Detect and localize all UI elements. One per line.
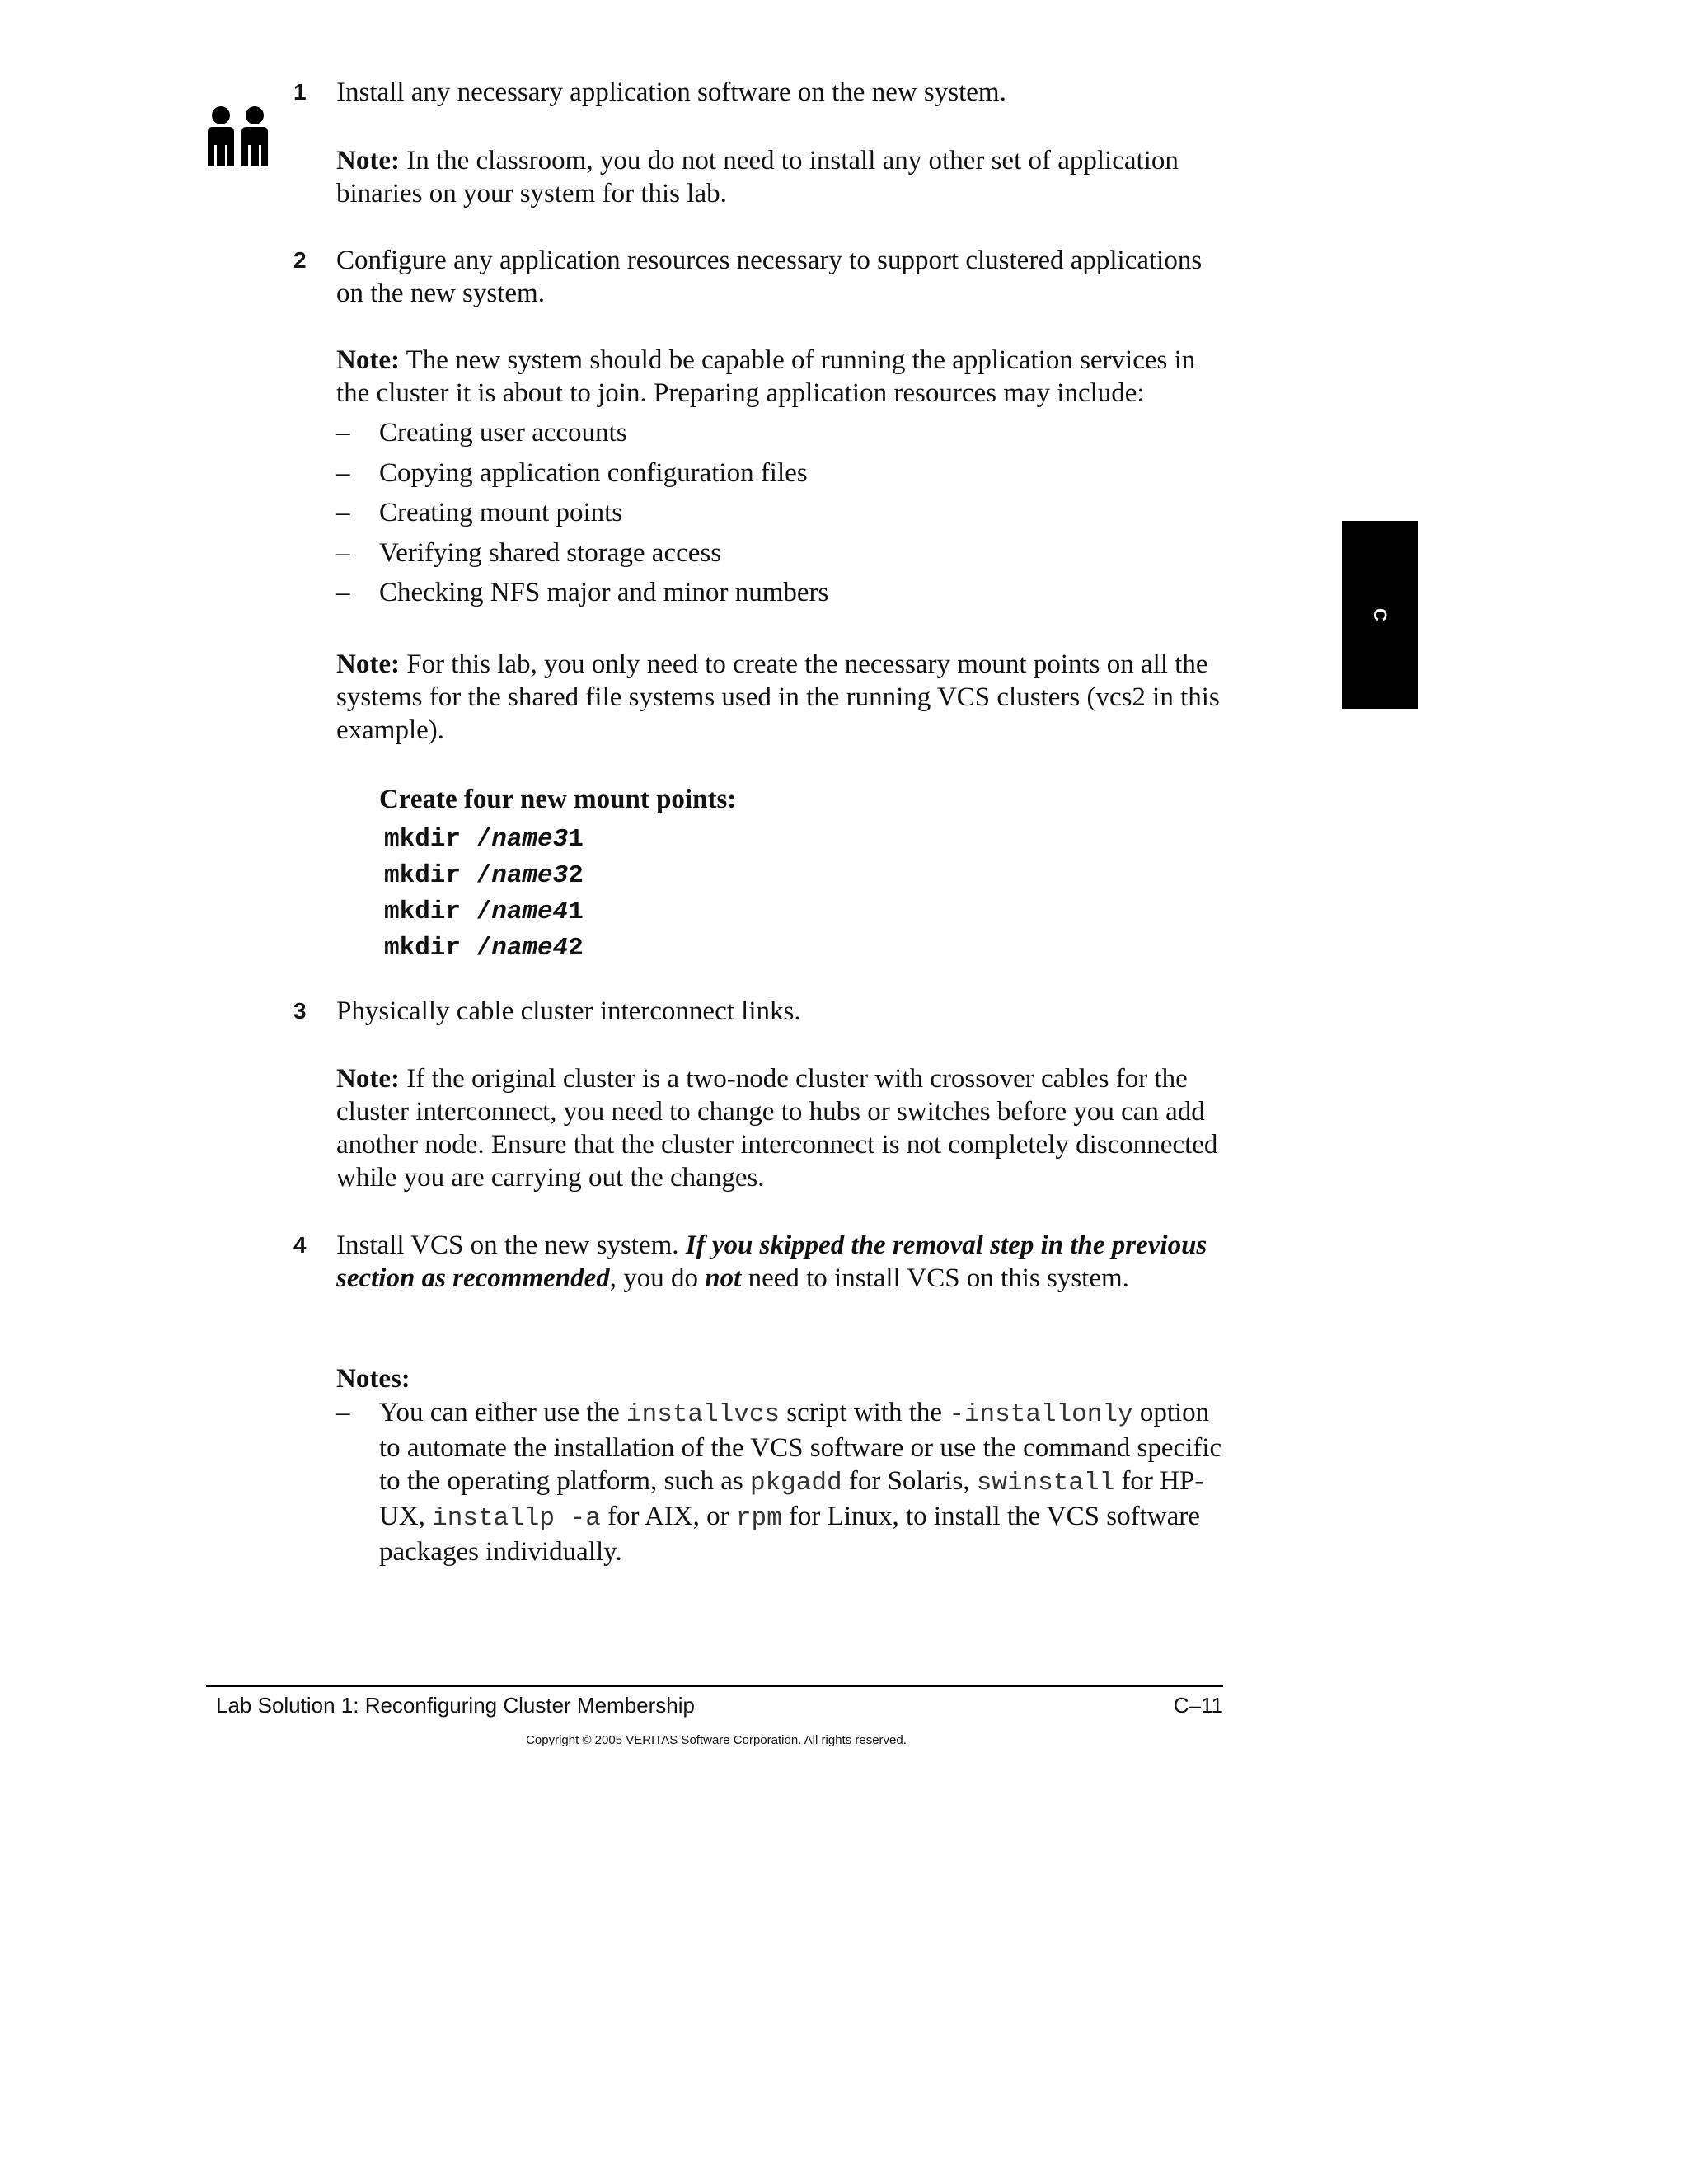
- note-text: In the classroom, you do not need to install any other set of application binaries on your system for this lab.: [336, 146, 1179, 209]
- note-label: Note:: [336, 146, 400, 176]
- note-label: Note:: [336, 345, 400, 375]
- mount-points-heading: Create four new mount points:: [379, 785, 737, 814]
- code-line: mkdir /name31: [384, 825, 584, 854]
- note-text: If the original cluster is a two-node cluster with crossover cables for the cluster interconnect, you need to change to hubs or switches before you can add another node. Ensure that the cluster interconnect is not completely disconnected while you are carrying out the changes.: [336, 1064, 1218, 1193]
- footer-title: Lab Solution 1: Reconfiguring Cluster Membership: [216, 1693, 695, 1718]
- chapter-tab-label: C: [1369, 608, 1390, 621]
- note-text: For this lab, you only need to create the necessary mount points on all the systems for the shared file systems used in the running VCS clusters (vcs2 in this example).: [336, 649, 1220, 745]
- code-line: mkdir /name32: [384, 861, 584, 890]
- step-number: 4: [293, 1232, 307, 1258]
- step-number: 3: [293, 998, 307, 1024]
- step-2-note: [336, 344, 1231, 410]
- note-text: The new system should be capable of running the application services in the cluster it is about to join. Preparing application resources may include:: [336, 345, 1196, 408]
- note-label: Note:: [336, 649, 400, 679]
- copyright-notice: Copyright © 2005 VERITAS Software Corporation. All rights reserved.: [526, 1733, 907, 1747]
- two-people-icon: [203, 105, 277, 168]
- preparation-list: [336, 413, 1231, 613]
- list-item: – Checking NFS major and minor numbers: [336, 578, 829, 608]
- code-line: mkdir /name42: [384, 934, 584, 963]
- list-item: – You can either use the installvcs script with the -installonly option to automate the installation of the VCS software or use the command specific to the operating platform, such as pkgadd for Solaris, swinstall for HP-UX, installp -a for AIX, or rpm for Linux, to install the VCS software packages individually.: [336, 1398, 1222, 1567]
- code-line: mkdir /name41: [384, 898, 584, 926]
- step-4-text: Install VCS on the new system. If you skipped the removal step in the previous section as recommended, you do not need to install VCS on this system.: [336, 1230, 1207, 1293]
- step-3-note: [336, 1062, 1231, 1194]
- note-label: Note:: [336, 1064, 400, 1094]
- list-item: – Creating mount points: [336, 498, 623, 528]
- step-number: 2: [293, 247, 307, 273]
- step-2-note-2: [336, 648, 1231, 747]
- list-item: – Copying application configuration files: [336, 457, 808, 488]
- step-1-text: Install any necessary application software on the new system.: [336, 77, 1006, 107]
- footer-divider: [206, 1685, 1223, 1687]
- list-item: – Creating user accounts: [336, 418, 627, 448]
- step-number: 1: [293, 79, 307, 105]
- step-3-text: Physically cable cluster interconnect links.: [336, 996, 801, 1026]
- page-number: C–11: [1173, 1693, 1223, 1718]
- chapter-tab: [1342, 521, 1418, 709]
- step-2-text: Configure any application resources necessary to support clustered applications on the new system.: [336, 246, 1203, 308]
- notes-label: Notes:: [336, 1364, 410, 1394]
- list-item: – Verifying shared storage access: [336, 537, 722, 568]
- step-1-note: [336, 144, 1231, 210]
